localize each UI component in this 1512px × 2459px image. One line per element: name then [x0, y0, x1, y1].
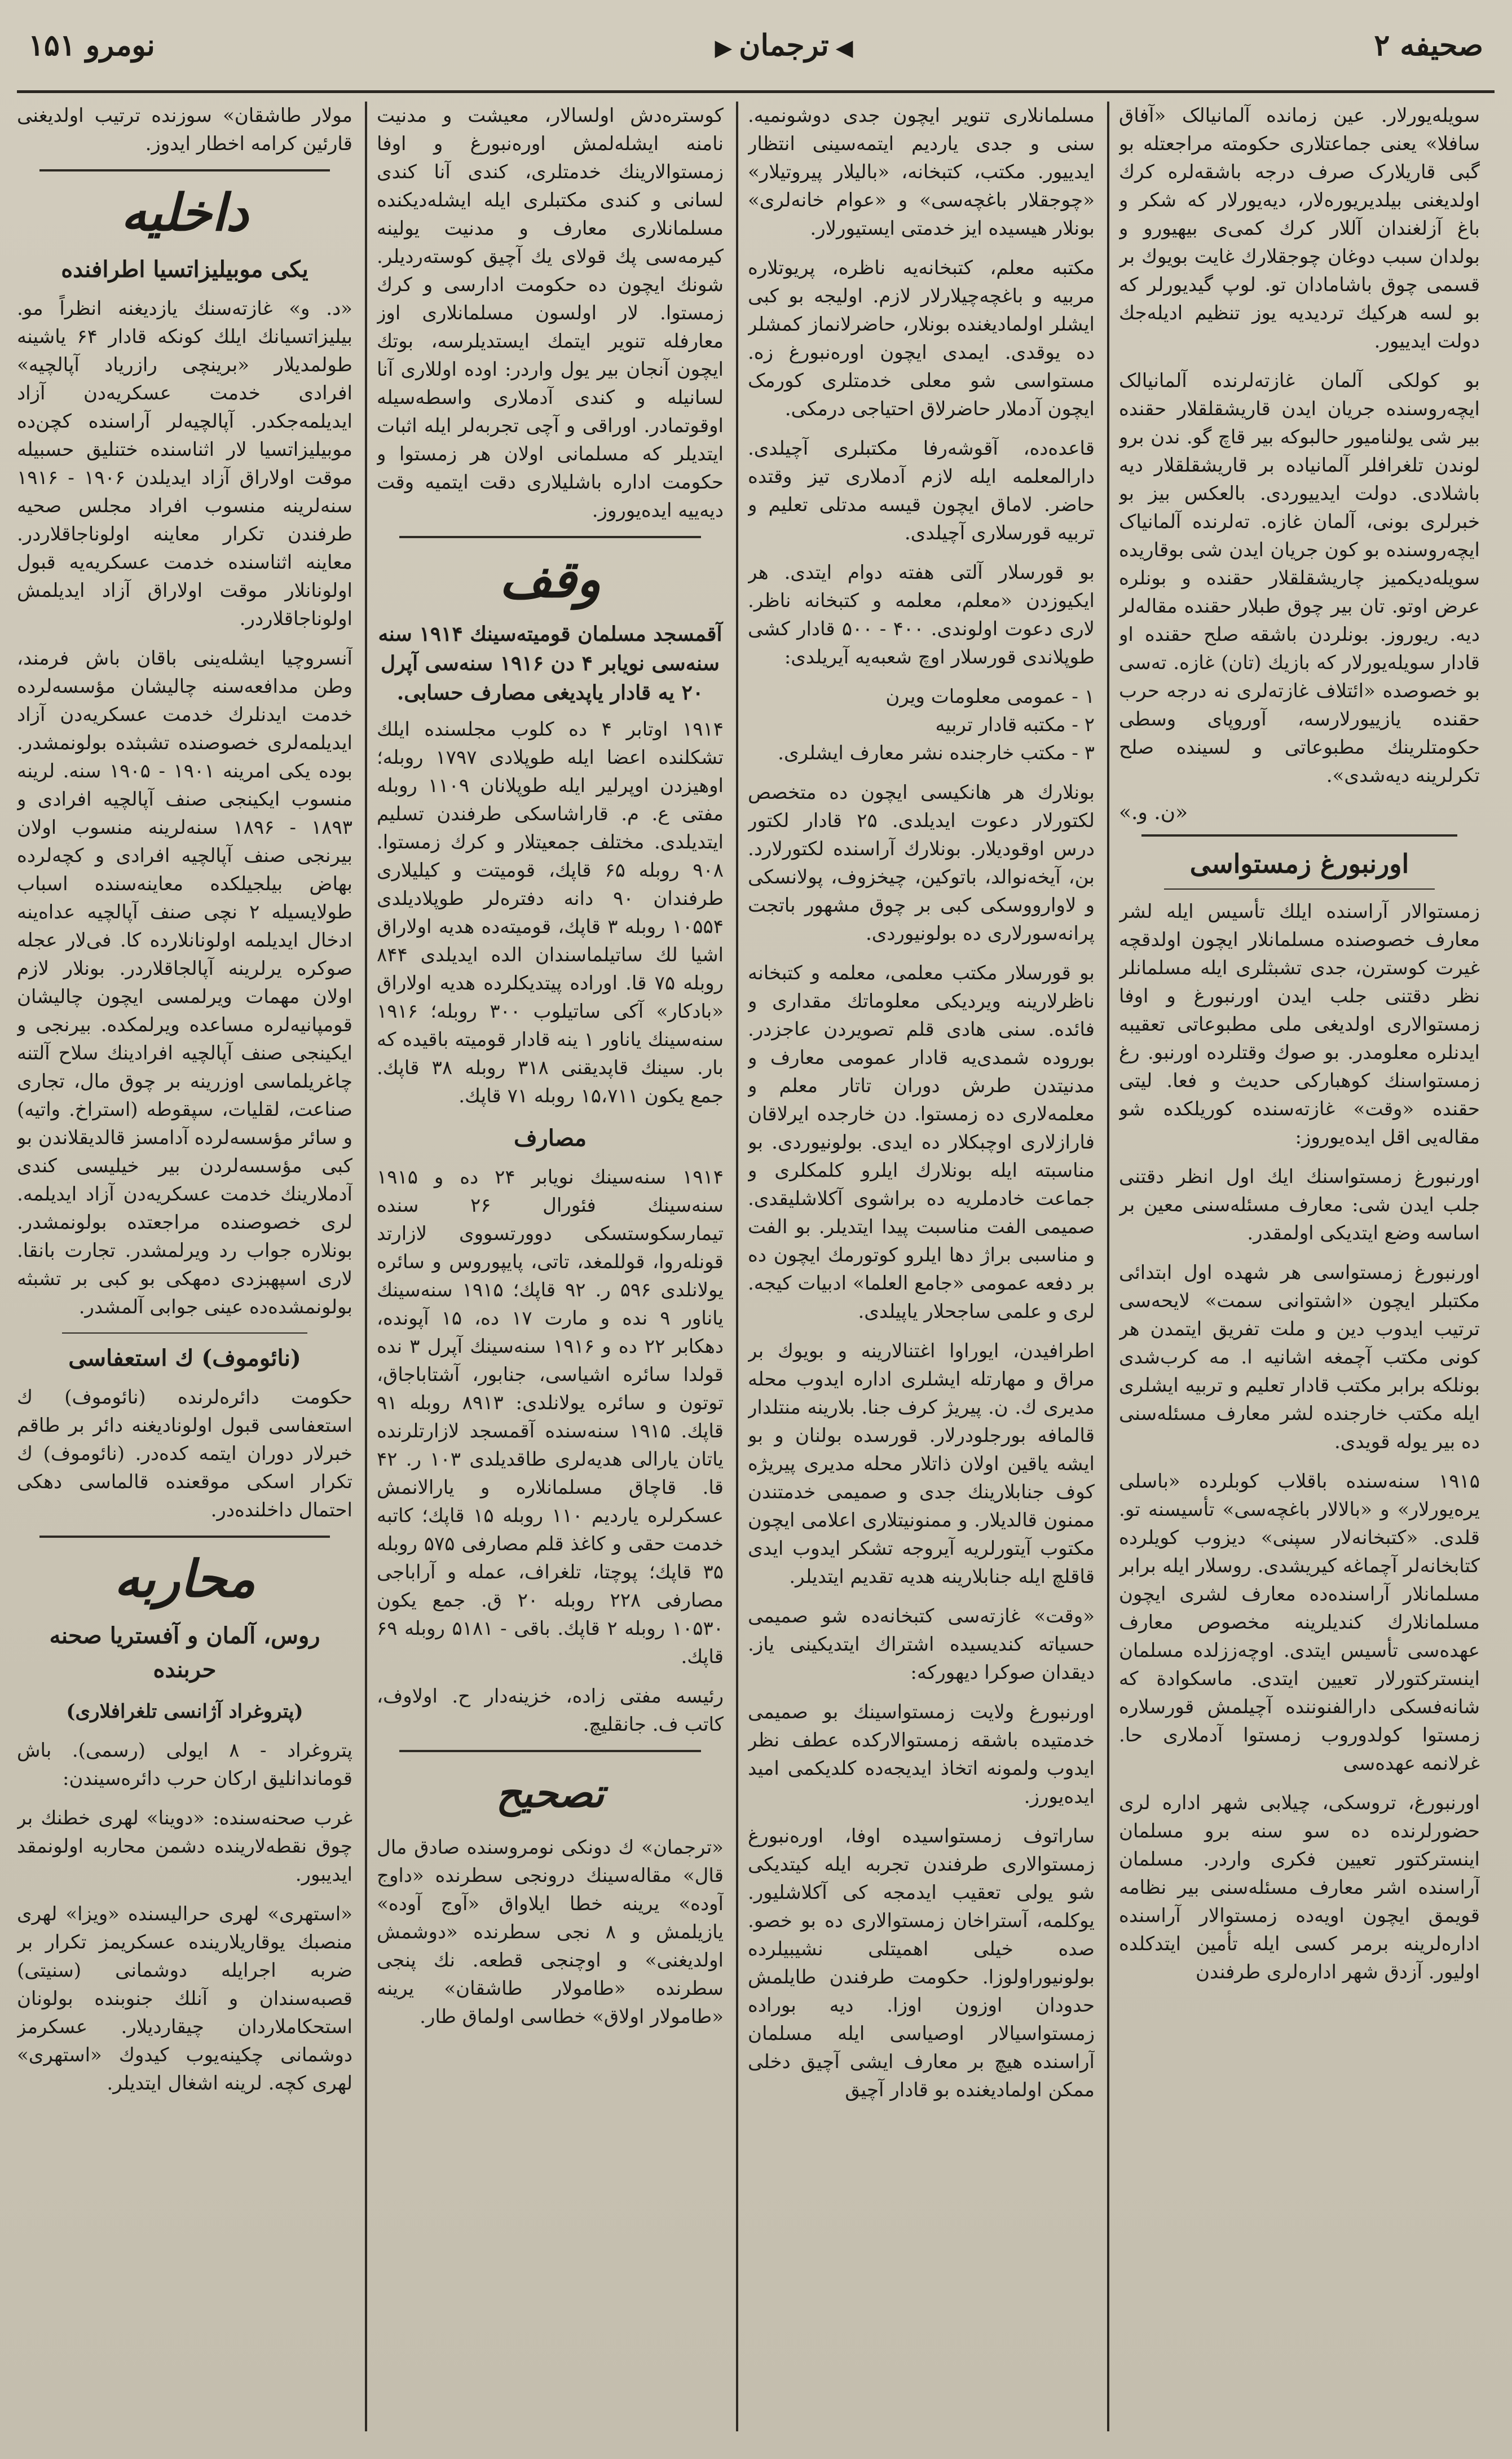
page-label: صحیفه ۲	[1374, 28, 1483, 63]
column-2	[748, 102, 1095, 2431]
column-3	[377, 102, 724, 2431]
divider	[62, 1332, 307, 1334]
issue-number: نومرو ۱۵۱	[28, 28, 155, 63]
section-rule	[39, 169, 330, 171]
article-paragraph: ساراتوف زمستواسیده اوفا، اوره‌نبورغ زمستوالاری طرفندن تجربه ایله کیتدیکی شو یولی تعقیب ایدمجه کی آکلاشلیور. یوکلمه، آستراخان زمستوالاری ده بو خصو. صده خیلی اهمیتلی نشیبیلرده بولونیوراولوزا. حکومت طرفندن طایلمش حدودان اوزون اوزا. دیه بوراده زمستواسیالار اوصیاسی ایله مسلمان آراسنده هیچ بر معارف ایشی آچیق دخلی ممکن اولمادیغنده بو قادار آچیق	[748, 1825, 1095, 2101]
article-paragraph: مسلمانلاری تنویر ایچون جدی دوشونمیه. سنی و جدی یاردیم ایتمه‌سینی انتظار ایدییور. مکتب، کتبخانه، «بالیلار پیروتیلار» «چوجقلار باغچه‌سی» و «عوام خانه‌لری» بونلار هیسیده ایز خدمتی ایستیورلار.	[748, 104, 1095, 240]
article-paragraph: اورنبورغ ولایت زمستواسینك بو صمیمی خدمتیده باشقه زمستوالارکده عطف نظر ایدوب ولمونه اتخاذ ایدیجه‌ده کلدیکمی امید ایده‌یورز.	[748, 1701, 1095, 1808]
section-rule	[399, 536, 701, 538]
article-paragraph: قاعده‌ده، آقوشه‌رفا مکتبلری آچیلدی. دارالمعلمه ایله لازم آدملاری تیز وقتده حاضر. لاماق ایچون قیسه مدتلی تعلیم و تربیه قورسلاری آچیلدی.	[748, 437, 1095, 544]
section-heading-domestic: داخلیه	[121, 183, 249, 243]
section-heading-war: محاربه	[114, 1549, 255, 1609]
column-rule	[1107, 102, 1109, 2431]
expenses-paragraph: ۱۹۱۴ سنه‌سینك نویابر ۲۴ ده و ۱۹۱۵ سنه‌سینك فئورال ۲۶ سنده تیمارسکوستسکی دوورتسووی لازارتد قونله‌روا، قوللمغد، تاتی، پایپوروس و سائره یولانلدی ۵۹۶ ر. ۹۲ قاپك؛ ۱۹۱۵ سنه‌سینك یاناور ۹ نده و مارت ۱۷ ده، ۱۵ آپونده، دهکابر ۲۲ ده و ۱۹۱۶ سنه‌سینك آپرل ۳ نده قولدا سائره اشیاسی، جنابور، آشتاباجاق، توتون و سائره یولانلدی: ۸۹۱۳ روبله ۹۱ قاپك. ۱۹۱۵ سنه‌سنده آقمسجد لازارتلرنده یاتان یارالی هدیه‌لری طاقدیلدی ۱۰۳ ر. ۴۲ قا. قاچاق مسلمانلاره و یارالانمش عسکرلره یاردیم ۱۱۰ روبله ۱۵ قاپك؛ کاتبه خدمت حقی و کاغذ قلم مصارفی ۵۷۵ روبله ۳۵ قاپك؛ پوچتا، تلغراف، عمله و آراباجی مصارفی ۲۲۸ روبله ۲۰ ق. جمع یکون ۱۰۵۳۰ روبله ۲ قاپك. باقی - ۵۱۸۱ روبله ۶۹ قاپك.	[377, 1166, 724, 1668]
column-4	[17, 102, 352, 2431]
section-rule	[1141, 834, 1457, 837]
report-title: آقمسجد مسلمان قومیته‌سینك ۱۹۱۴ سنه سنه‌سی نویابر ۴ دن ۱۹۱۶ سنه‌سی آپرل ۲۰ یه قادار یاپدیغی مصارف حسابی.	[378, 622, 722, 705]
article-paragraph: آنسروچیا ایشله‌ینی باقان باش فرمند، وطن مدافعه‌سنه چالیشان مؤسسه‌لرده خدمت ایدنلرك خدمت عسکریه‌دن آزاد ایدیلمه‌لری خصوصنده تشبثده بولونمشدر. بوده یکی امرینه ۱۹۰۱ - ۱۹۰۵ سنه. لرینه منسوب ایکینجی صنف آپالچیه افرادی و ۱۸۹۳ - ۱۸۹۶ سنه‌لرینه منسوب اولان بیرنجی صنف آپالچیه افرادی و کچه‌لرده بهاض بیلجیلکده معاینه‌سنده اسباب طولایسیله ۲ نچی صنف آپالچیه عداه‌ینه ادخال ایدیلمه اولونانلارده کا. فی‌لار عجله صوکره یرلرینه آپالجاقلاردر. بونلار لازم اولان مهمات ویرلمسی ایچون چالیشان قومپانیه‌لره مساعده ویرلمکده. بیرنجی و ایکینجی صنف آپالچیه افرادینك سلاح آلتنه چاغریلماسی اوزرینه بر چوق مال، تجاری صناعت، لقلیات، سپقوطه (استراخ. واتیه) و سائر مؤسسه‌لرده آدامسز قالدیقلاندن بو کبی مؤسسه‌لردن بیر خیلیسی کندی آدملارینك خدمت عسکریه‌دن آزاد ایدیلمه. لری خصوصنده مراجعتده بولونمشدر. بونلاره جواب رد ویرلمشدر. تجارت بانقا. لاری اسپهبزدی دمهکی بو کبی بر تشبثه بولونمشده‌ده عینی جوابی آلمشدر.	[17, 647, 352, 1318]
article-paragraph: کوستره‌دش اولسالار، معیشت و مدنیت نامنه ایشله‌لمش اوره‌نبورغ و اوفا زمستوالارینك خدمتلری، کندی آنا کندی لسانی و کندی مکتبلری ایله ایشله‌دیکنده مسلمانلاری معارف و مدنیت یولینه کیرمه‌سی پك قولای یك آچیق کوسته‌ردیلر. شونك ایچون ده حکومت ادارسی و کرك زمستوا. لار اولسون مسلمانلاری اوز معارفله تنویر ایتمك ایستدیلرسه، بوتك ایچون آنجان بیر یول واردر: اوده اوللاری آنا لسانیله و کندی آدملاری واسطه‌سیله اوقوتمادر. اوراقی و آچی تجربه‌لر ایله اثبات ایتدیلر که مسلمانی اولان هر زمستوا و حکومت اداره باشلیلاری دقت ایتمیه وقت دیه‌ییه ایده‌یوروز.	[377, 104, 724, 522]
section-rule	[39, 1536, 330, 1538]
section-heading-waqf: وقف	[499, 549, 601, 609]
list-item: ۲ - مکتبه قادار تربیه	[935, 714, 1095, 736]
ornament-left-icon: ▶	[715, 34, 733, 61]
expenses-heading: مصارف	[513, 1125, 587, 1151]
article-paragraph: بو قورسلار مکتب معلمی، معلمه و کتبخانه ناظرلارینه ویردیکی معلوماتك مقداری و فائده. سنی هادی قلم تصویردن عاجزدر. بوروده شمدی‌یه قادار عمومی معارف و مدنیتدن طرش دوران تاتار معلم و معلمه‌لاری ده زمستوا. دن خارجده ایرلاقان فارازلاری اوچبکلار ده ایدی. بولونیوردی. بو مناسبته ایله بونلارك ایلرو کلمکلری و جماعت خادملریه ده براشوی آکلاشلیقدی. صمیمی الفت مناسبت پیدا ایتدیلر. بو الفت و مناسبی براژ دها ایلرو کوتورمك ایچون ده بر دفعه عمومی «جامع العلما» ادبیات کیجه. لری و علمی ساجحلار یاپیلدی.	[748, 962, 1095, 1323]
correction-paragraph: «ترجمان» ك دونکی نومروسنده صادق مال قال» مقاله‌سینك درونجی سطرنده «داوج آوده» یرینه خطا ایلاواق «آوج آوده» یازیلمش و ۸ نجی سطرنده «دوشمش اولدیغنی» و اوچنجی قطعه. نك پنجی سطرنده «طامولار طاشقان» یرینه «طامولار اولاق» خطاسی اولماق طار.	[377, 1836, 724, 2028]
report-paragraph: ۱۹۱۴ اوتابر ۴ ده کلوب مجلسنده ایلك تشکلنده اعضا ایله طوپلادی ۱۷۹۷ روبله؛ اوهیزدن اوپرلیر ایله طوپلانان ۱۱۰۹ روبله مفتی ع. م. قاراشاسکی طرفندن تسلیم ایتدیلدی. مختلف جمعیتلار و کرك زمستوا. ۹۰۸ روبله ۶۵ قاپك، قومیتت و کیلیلاری طرفندان ۹۰ دانه دفتره‌لر طوپلادیلدی ۱۰۵۵۴ روبله ۳ قاپك، قومیته‌ده هدیه اولاراق اشیا لك ساتیلماسندان الده ایدیلدی ۸۴۴ روبله ۷۵ قا. اوراده پیتدیكلرده هدیه اولاراق «بادکار» آکی ساتیلوب ۳۰۰ روبله؛ ۱۹۱۶ سنه‌سینك یاناور ۱ ینه قادار قومیته باقیده که بار. سینك قاپدیقنی ۳۱۸ روبله ۳۸ قاپك. جمع یکون ۱۵،۷۱۱ روبله ۷۱ قاپك.	[377, 718, 724, 1107]
article-paragraph: اورنبورغ زمستواسی هر شهده اول ابتدائی مکتبلر ایچون «اشتوانی سمت» لایحه‌سی ترتیب ایدوب دین و ملت تفریق ایتمدن هر کونی مکتب آچمغه اشانیه ا. مه کرب‌شدی بونلکه برابر مکتب قادار تعلیم و تربیه ایشلری ایله مکتب خارجنده لشر معارف مسئله‌سنی ده بیر یوله قویدی.	[1119, 1261, 1480, 1453]
article-paragraph: اطرافیدن، ایوراوا اغتنالارینه و بویوك بر مراق و مهارتله ایشلری اداره ایدوب محله مدیری ك. ن. پیریژ کرف جنا. بلارینه منتلدار قالمافه بورجلودرلار. قورسده بولنان و بو ایشه یاقین اولان ذاتلار محله مدیری پیریژه کوف جنابلارینك جدی و صمیمی خدمتندن ممنون قالدیلار. و ممنونیتلاری اعلامی ایچون مکتوب آیتورلریه آیروجه تشکر ایدوب ایدی قاقلچ ایله جنابلارینه هدیه تقدیم ایتدیلر.	[748, 1340, 1095, 1588]
article-paragraph: «د. و» غازته‌سنك یازدیغنه انظراً مو. بیلیزاتسیانك ایلك کونکه قادار ۶۴ یاشینه طولمدیلار «برینچی رازریاد آپالچیه» افرادی خدمت عسکریه‌دن آزاد ایدیلمه‌جکدر. آپالچیه‌لر آراسنده کچن‌ده موبیلیزاتسیا لار اثناسنده ختنلیق حسبیله موقت اولاراق آزاد ایدیلدن ۱۹۰۶ - ۱۹۱۶ سنه‌لرینه منسوب افراد مجلس صحیه طرفندن تکرار معاینه اولوناجاقلاردر. معاینه اثناسنده خدمت عسکریه‌یه قبول اولونانلار موقت اولاراق آزاد ایدیلمش اولوناجاقلاردر.	[17, 297, 352, 630]
article-paragraph: حکومت دائره‌لرنده (نائوموف) ك استعفاسی قبول اولونادیغنه دائر بر طاقم خبرلار دوران ایتمه کده‌در. (نائوموف) ك تکرار اسکی موقعنده قالماسی دهکی احتمال داخلنده‌در.	[17, 1386, 352, 1521]
article-paragraph: غرب صحنه‌سنده: «دوینا» لهری خطنك بر چوق نقطه‌لارینده دشمن محاربه اولونمقد ایدیبور.	[17, 1807, 352, 1886]
article-signoff: «ن. و.»	[1119, 801, 1188, 824]
newspaper-title-text: ترجمان	[739, 28, 829, 63]
article-paragraph: بونلارك هر هانکیسی ایچون ده متخصص لکتورلار دعوت ایدیلدی. ۲۵ قادار لکتور درس اوقودیلار. بونلارك آراسنده لکتورلارد. بن، آیخه‌نوالد، باتوکین، چیخزوف، پولانسکی و لاوارووسکی کبی بر چوق مشهور باتجت پرانه‌سورلاری ده بولونیوردی.	[748, 781, 1095, 945]
article-paragraph: اورنبورغ، تروسکی، چیلابی شهر اداره لری حضورلرنده ده سو سنه برو مسلمان اینسترکتور تعیین فکری واردر. مسلمان آراسنده اشر معارف مسئله‌سنی بیر نظامه قویمق ایچون اویه‌ده زمستوالار آراسنده اداره‌لرینه برمر کسی ایله تأمین ایتدکلده اولیور. آزدق شهر اداره‌لری طرفندن	[1119, 1792, 1480, 1983]
article-subheading: (پتروغراد آژانسی تلغرافلاری)	[66, 1700, 303, 1723]
article-heading: روس، آلمان و آفستریا صحنه حربنده	[49, 1622, 320, 1683]
article-paragraph: بو کولکی آلمان غازته‌لرنده آلمانیالک ایچه‌روسنده جریان ایدن قاریشقلقلار حقنده بیر شی یولنامیور حالبوکه بیر قاچ گو. ندن برو لوندن تلغرافلر آلمانیاده بر قاریشقلقلار دیه باشلادی. دولت ایدییوردی. بالعکس بیز بو خبرلری بونی، آلمان غازه. ته‌لرنده آلمانیاک ایچه‌روسنده بو کون جریان ایدن شی بوقاریده سویله‌دیکمیز چاریشقلقلار حقنده و بونلره عرض اوتو. تان بیر چوق طبلار حقنده مقاله‌لر دیه. ریوروز. بونلردن باشقه صلح حقنده او قادار سویله‌یورلار که بازیك (تان) غازه. ته‌سی بو خصوصده «ائتلاف غازته‌لری نه درجه حرب حقنده یازییورلارسه، آوروپای وسطی حکومتلرینك مطبوعاتی و لسینده صلح تکرلرینه دیه‌شدی».	[1119, 369, 1480, 787]
article-paragraph: «وقت» غازته‌سی کتبخانه‌ده شو صمیمی حسیاته کندیسیده اشتراك ایتدیکینی یاز. دیقدان صوکرا دیهورکه:	[748, 1605, 1095, 1684]
article-paragraph: «استهری» لهری حرالیسنده «ویزا» لهری منصبك یوقاریلارینده عسکریمز تکرار بر ضربه اجرایله دوشمانی (سنیتی) قصبه‌سندان و آنلك جنوبنده بولونان استحکاملاردان چیقاردیلار. عسکرمز دوشمانی چکینه‌یوب کیدوك «استهری» لهری کچه. لرینه اشغال ایتدیلر.	[17, 1903, 352, 2095]
article-paragraph: بو قورسلار آلتی هفته دوام ایتدی. هر ایکیوزدن «معلم، معلمه و کتبخانه ناظر. لاری دعوت اولوندی. ۴۰۰ - ۵۰۰ قادار کشی طوپلاندی قورسلار اوچ شعبه‌یه آیریلدی:	[748, 561, 1095, 668]
article-continuation: مولار طاشقان» سوزنده ترتیب اولدیغنی قارئین کرامه اخطار ایدوز.	[17, 104, 352, 155]
column-rule	[365, 102, 367, 2431]
section-rule	[399, 1750, 701, 1752]
masthead	[17, 23, 1495, 93]
column-rule	[736, 102, 738, 2431]
section-heading-correction: تصحیح	[496, 1770, 605, 1816]
article-paragraph: ۱۹۱۵ سنه‌سنده باقلاب کوبلرده «باسلی یره‌یورلار» و «بالالار باغچه‌سی» تأسیسنه تو. قلدی. «کتبخانه‌لار سپنی» دیزوب کویلرده کتابخانه‌لر آچماغه کیریشدی. روسلار ایله برابر مسلمانلار آراسنده‌ده معارف لشری ایچون مسلمانلارك کندیلرینه مخصوص معارف عهده‌سی تأسیس ایتدی. اوچه‌ززلده مسلمان اینسترکتورلار تعیین ایتدی. ماسکوادة که شانه‌فسکی دارالفنوننده آچیلمش قورسلاره زمستوا کولدوروب زمستوا آدملاری حا. غرلانمه عهده‌سی	[1119, 1470, 1480, 1775]
divider	[1164, 888, 1435, 890]
list-item: ۳ - مکتب خارجنده نشر معارف ایشلری.	[778, 742, 1095, 764]
article-heading: یکی موبیلیزاتسیا اطرافنده	[61, 256, 308, 283]
ornament-right-icon: ◀	[835, 34, 853, 61]
column-1	[1119, 102, 1480, 2431]
article-heading: (نائوموف) ك استعفاسی	[68, 1345, 301, 1371]
article-heading: اورنبورغ زمستواسی	[1189, 848, 1409, 879]
newspaper-title	[682, 28, 885, 63]
article-paragraph: مکتبه معلم، کتبخانه‌یه ناظره، پریوتلاره مربیه و باغچه‌چیلارلار لازم. اولیجه بو کبی ایشلر اولمادیغنده بونلار، حاضرلانماز کمشلر ده یوقدی. ایمدی ایچون اوره‌نبورغ زه. مستواسی شو معلی خدمتلری کورمک ایچون آدملار حاضرلاق احتیاجی درمکی.	[748, 257, 1095, 420]
list-item: ۱ - عمومی معلومات ویرن	[885, 685, 1095, 708]
article-paragraph: زمستوالار آراسنده ایلك تأسیس ایله لشر معارف خصوصنده مسلمانلار ایچون اولدقچه غیرت کوسترن، جدی تشبثلری ایله مسلمانلر نظر دقتنی جلب ایدن اورنبورغ و اوفا زمستوالاری اولدیغی ملی مطبوعاتی تعقیبه ایدنلره معلومدر. بو صوك وقتلرده اورنبو. رغ زمستواسنك کوهبارکی حدیث و فعا. لیتی حقنده «وقت» غازته‌سنده کوریلکده شو مقاله‌یی اقل ایده‌یوروز:	[1119, 900, 1480, 1149]
article-paragraph: اورنبورغ زمستواسنك ایك اول انظر دقتنی جلب ایدن شی: معارف مسئله‌سنی معین بر اساسه وضع ایتدیکی اولمقدر.	[1119, 1165, 1480, 1244]
report-signature: رئیسه مفتی زاده، خزینه‌دار ح. اولاوف، کاتب ف. جانقلیچ.	[377, 1685, 724, 1736]
article-paragraph: پتروغراد - ۸ ایولی (رسمی). باش قوماندانلیق ارکان حرب دائره‌سیندن:	[17, 1739, 352, 1790]
article-paragraph: سویله‌یورلار. عین زمانده آلمانیالک «آفاق سافلا» یعنی جماعتلاری حکومته مراجعتله بو گبی قاریلارک صرف درجه باشقه‌لره کرك اولدیغنی بیلدیریوره‌لار، دیه‌یورلار که شکر و باغ آزلغندان آللار کرك کمی‌ی بیهیورو و بولدان سبب دوغان چوجقلارك غایت بویوك بر قسمی چوق باشامادان تو. لوپ گیدیورلر که بو لسه هرکیك تردیدیه یوز تنظیم ادیله‌جك دولت ایدییور.	[1119, 104, 1480, 353]
